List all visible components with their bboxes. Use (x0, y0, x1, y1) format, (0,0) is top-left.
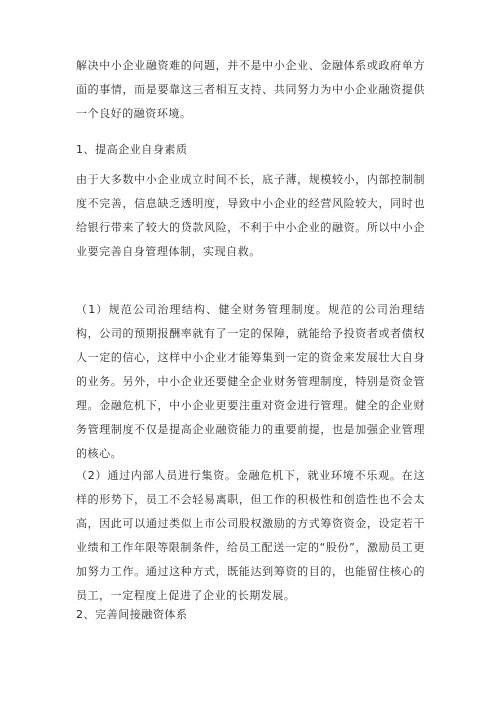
section-1-item-1-paragraph: （1）规范公司治理结构、健全财务管理制度。规范的公司治理结构，公司的预期报酬率就有了一定的保障，就能给予投资者或者债权人一定的信心，这样中小企业才能筹集到一定的资金来发展壮大自身的业务。另外，中小企业还要健全企业财务管理制度，特别是资金管理。金融危机下，中小企业更要注重对资金进行管理。健全的企业财务管理制度不仅是提高企业融资能力的重要前提，也是加强企业管理的核心。 (76, 303, 425, 460)
section-1-item-2-paragraph: （2）通过内部人员进行集资。金融危机下，就业环境不乐观。在这样的形势下，员工不会轻易离职，但工作的积极性和创造性也不会太高，因此可以通过类似上市公司股权激励的方式筹资资金，设定若干业绩和工作年限等限制条件，给员工配送一定的“股份”，激励员工更加努力工作。通过这种方式，既能达到筹资的目的，也能留住核心的员工，一定程度上促进了企业的长期发展。 (76, 469, 425, 602)
section-2-heading: 2、完善间接融资体系 (76, 608, 188, 621)
intro-paragraph: 解决中小企业融资难的问题，并不是中小企业、金融体系或政府单方面的事情，而是要靠这三者相互支持、共同努力为中小企业融资提供一个良好的融资环境。 (76, 59, 425, 120)
section-1-heading: 1、提高企业自身素质 (76, 143, 188, 156)
section-1-body-paragraph: 由于大多数中小企业成立时间不长，底子薄，规模较小，内部控制制度不完善，信息缺乏透明度，导致中小企业的经营风险较大，同时也给银行带来了较大的贷款风险，不利于中小企业的融资。所以中小企业要完善自身管理体制，实现自救。 (76, 173, 425, 258)
